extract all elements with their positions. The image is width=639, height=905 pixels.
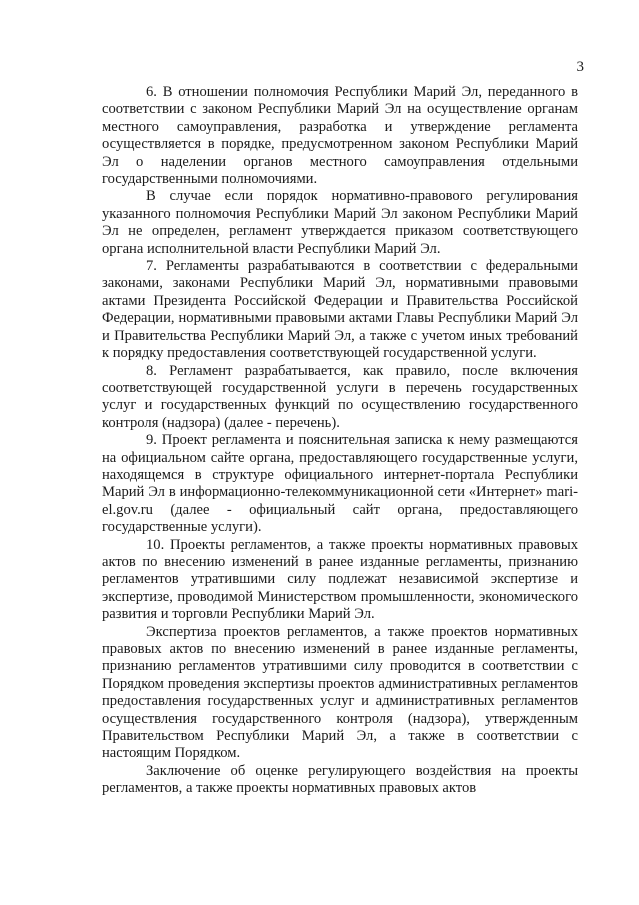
paragraph-10-conclusion: Заключение об оценке регулирующего воздействия на проекты регламентов, а также проекты нормативных правовых актов [102, 762, 578, 797]
paragraph-9: 9. Проект регламента и пояснительная записка к нему размещаются на официальном сайте органа, предоставляющего государственные услуги, находящемся в структуре официального интернет-портала Республики Марий Эл в информационно-телекоммуникационной сети «Интернет» mari-el.gov.ru (далее - официальный сайт органа, предоставляющего государственные услуги). [102, 432, 578, 536]
paragraph-10-expertise: Экспертиза проектов регламентов, а также проектов нормативных правовых актов по внесению изменений в ранее изданные регламенты, признанию регламентов утратившими силу проводится в соответствии с Порядком проведения экспертизы проектов административных регламентов предоставления государственных услуг и административных регламентов осуществления государственного контроля (надзора), утвержденным Правительством Республики Марий Эл, а также в соответствии с настоящим Порядком. [102, 623, 578, 762]
paragraph-10: 10. Проекты регламентов, а также проекты нормативных правовых актов по внесению изменений в ранее изданные регламенты, признанию регламентов утратившими силу подлежат независимой экспертизе и экспертизе, проводимой Министерством промышленности, экономического развития и торговли Республики Марий Эл. [102, 536, 578, 623]
paragraph-6-continuation: В случае если порядок нормативно-правового регулирования указанного полномочия Республики Марий Эл законом Республики Марий Эл не определен, регламент утверждается приказом соответствующего органа исполнительной власти Республики Марий Эл. [102, 188, 578, 257]
paragraph-6: 6. В отношении полномочия Республики Марий Эл, переданного в соответствии с законом Республики Марий Эл на осуществление органам местного самоуправления, разработка и утверждение регламента осуществляется в порядке, предусмотренном законом Республики Марий Эл о наделении органов местного самоуправления отдельными государственными полномочиями. [102, 84, 578, 188]
page-number: 3 [576, 59, 584, 75]
paragraph-8: 8. Регламент разрабатывается, как правило, после включения соответствующей государственной услуги в перечень государственных услуг и государственных функций по осуществлению государственного контроля (надзора) (далее - перечень). [102, 362, 578, 431]
document-body [102, 84, 578, 798]
paragraph-7: 7. Регламенты разрабатываются в соответствии с федеральными законами, законами Республики Марий Эл, нормативными правовыми актами Президента Российской Федерации и Правительства Российской Федерации, нормативными правовыми актами Главы Республики Марий Эл и Правительства Республики Марий Эл, а также с учетом иных требований к порядку предоставления соответствующей государственной услуги. [102, 258, 578, 362]
